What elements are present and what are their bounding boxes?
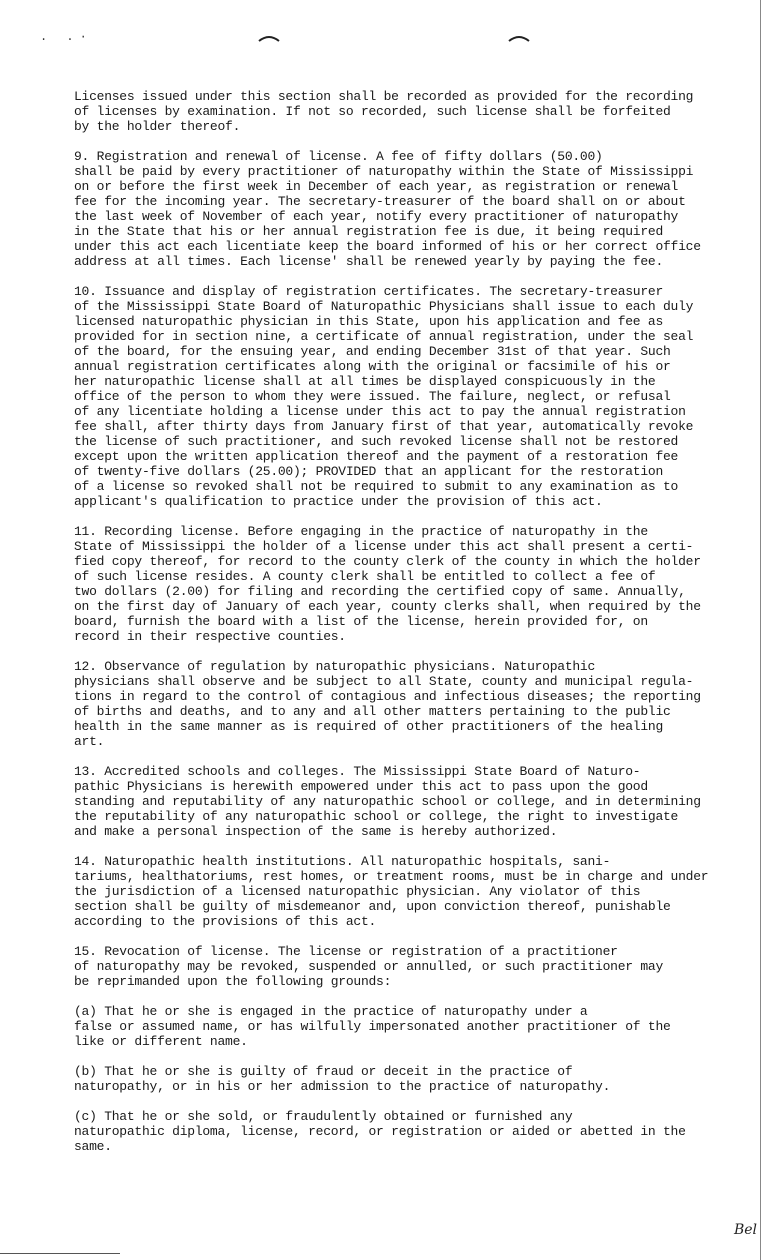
section-10-registration-certificates: 10. Issuance and display of registration certificates. The secretary-treasurer of the Mississippi State Board of Naturopathic Physicians shall issue to each duly licensed naturopathic physician in this State, upon his application and fee as provided for in section nine, a certificate of annual registration, under the seal of the board, for the ensuing year, and ending December 31st of that year. Such annual registration certificates along with the original or facsimile of his or her naturopathic license shall at all times be displayed conspicuously in the office of the person to whom they were issued. The failure, neglect, or refusal of any licentiate holding a license under this act to pay the annual registration fee shall, after thirty days from January first of that year, automatically revoke the license of such practitioner, and such revoked license shall not be restored except upon the written application thereof and the payment of a restoration fee of twenty-five dollars (25.00); PROVIDED that an applicant for the restoration of a license so revoked shall not be required to submit to any examination as to applicant's qualification to practice under the provision of this act.: [74, 284, 694, 509]
bottom-rule: [0, 1253, 120, 1254]
ground-a: (a) That he or she is engaged in the practice of naturopathy under a false or assumed name, or has wilfully impersonated another practitioner of the like or different name.: [74, 1004, 671, 1049]
section-14-health-institutions: 14. Naturopathic health institutions. All naturopathic hospitals, sani- tariums, healthatoriums, rest homes, or treatment rooms, must be in charge and under the jurisdiction of a licensed naturopathic physician. Any violator of this section shall be guilty of misdemeanor and, upon conviction thereof, punishable according to the provisions of this act.: [74, 854, 709, 929]
page-edge-line: [760, 0, 761, 1260]
paragraph-carryover: Licenses issued under this section shall be recorded as provided for the recording of licenses by examination. If not so recorded, such license shall be forfeited by the holder thereof.: [74, 89, 694, 134]
section-12-observance-of-regulation: 12. Observance of regulation by naturopathic physicians. Naturopathic physicians shall observe and be subject to all State, county and municipal regula- tions in regard to the control of contagious and infectious diseases; the reporting of births and deaths, and to any and all other matters pertaining to the public health in the same manner as is required of other practitioners of the healing art.: [74, 659, 701, 749]
scan-specks: . .·: [40, 30, 93, 44]
section-13-accredited-schools: 13. Accredited schools and colleges. The Mississippi State Board of Naturo- pathic Physicians is herewith empowered under this act to pass upon the good standing and reputability of any naturopathic school or college, and in determining the reputability of any naturopathic school or college, the right to investigate and make a personal inspection of the same is hereby authorized.: [74, 764, 701, 839]
document-body: [74, 89, 718, 1169]
handwritten-initials: Bel: [733, 1222, 757, 1238]
section-15-revocation: 15. Revocation of license. The license or registration of a practitioner of naturopathy may be revoked, suspended or annulled, or such practitioner may be reprimanded upon the following grounds:: [74, 944, 663, 989]
section-9-registration-renewal: 9. Registration and renewal of license. A fee of fifty dollars (50.00) shall be paid by every practitioner of naturopathy within the State of Mississippi on or before the first week in December of each year, as registration or renewal fee for the incoming year. The secretary-treasurer of the board shall on or about the last week of November of each year, notify every practitioner of naturopathy in the State that his or her annual registration fee is due, it being required under this act each licentiate keep the board informed of his or her correct office address at all times. Each license' shall be renewed yearly by paying the fee.: [74, 149, 701, 269]
punch-mark-right: [508, 34, 530, 42]
punch-mark-left: [258, 34, 280, 42]
ground-c: (c) That he or she sold, or fraudulently obtained or furnished any naturopathic diploma, license, record, or registration or aided or abetted in the same.: [74, 1109, 686, 1154]
section-11-recording-license: 11. Recording license. Before engaging in the practice of naturopathy in the State of Mississippi the holder of a license under this act shall present a certi- fied copy thereof, for record to the county clerk of the county in which the holder of such license resides. A county clerk shall be entitled to collect a fee of two dollars (2.00) for filing and recording the certified copy of same. Annually, on the first day of January of each year, county clerks shall, when required by the board, furnish the board with a list of the license, herein provided for, on record in their respective counties.: [74, 524, 701, 644]
ground-b: (b) That he or she is guilty of fraud or deceit in the practice of naturopathy, or in his or her admission to the practice of naturopathy.: [74, 1064, 611, 1094]
